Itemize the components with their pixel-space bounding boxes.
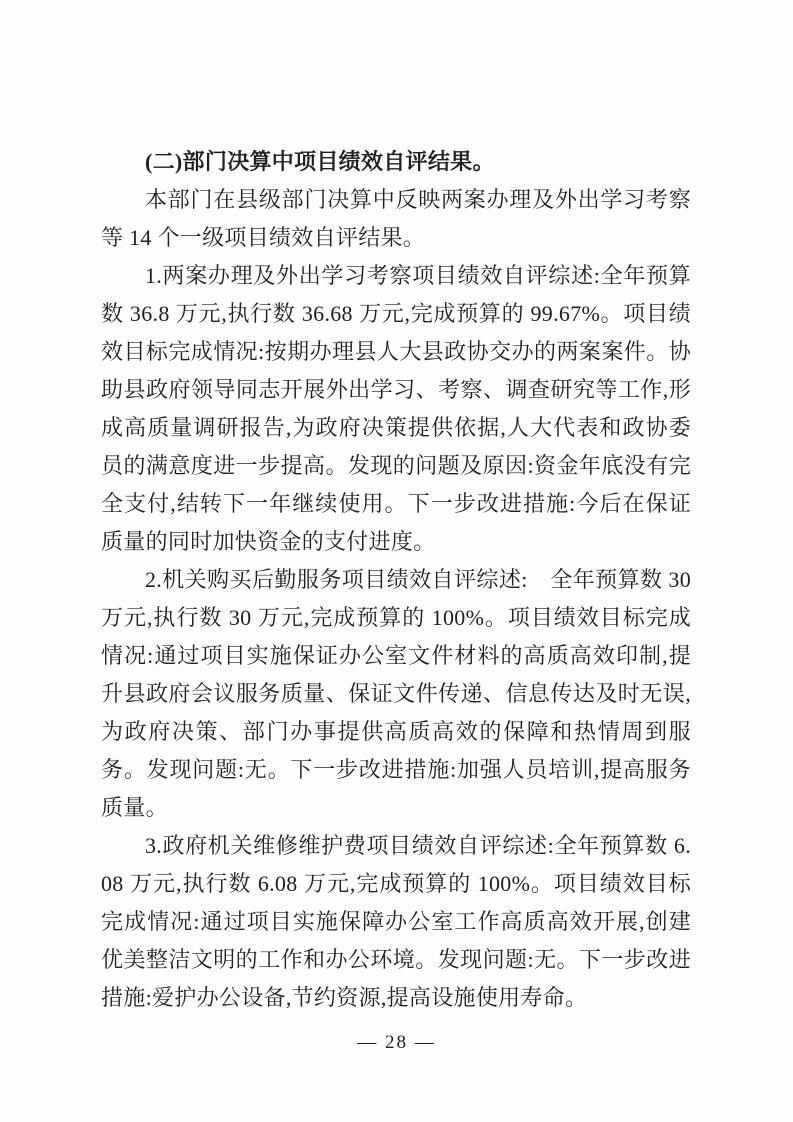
intro-paragraph: 本部门在县级部门决算中反映两案办理及外出学习考察等 14 个一级项目绩效自评结果。 xyxy=(101,187,691,250)
document-content xyxy=(101,143,691,1017)
project-2-self-evaluation-paragraph: 2.机关购买后勤服务项目绩效自评综述: 全年预算数 30 万元,执行数 30 万元,完成预算的 100%。项目绩效目标完成情况:通过项目实施保证办公室文件材料的高质高效印制,提升县政府会议服务质量、保证文件传递、信息传达及时无误,为政府决策、部门办事提供高质高效的保障和热情周到服务。发现问题:无。下一步改进措施:加强人员培训,提高服务质量。 xyxy=(101,567,691,820)
page-number: — 28 — xyxy=(357,1032,436,1053)
section-heading: (二)部门决算中项目绩效自评结果。 xyxy=(145,149,495,174)
project-1-self-evaluation-paragraph: 1.两案办理及外出学习考察项目绩效自评综述:全年预算数 36.8 万元,执行数 36.68 万元,完成预算的 99.67%。项目绩效目标完成情况:按期办理县人大县政协交办的两案案件。协助县政府领导同志开展外出学习、考察、调查研究等工作,形成高质量调研报告,为政府决策提供依据,人大代表和政协委员的满意度进一步提高。发现的问题及原因:资金年底没有完全支付,结转下一年继续使用。下一步改进措施:今后在保证质量的同时加快资金的支付进度。 xyxy=(101,263,691,554)
project-3-self-evaluation-paragraph: 3.政府机关维修维护费项目绩效自评综述:全年预算数 6.08 万元,执行数 6.08 万元,完成预算的 100%。项目绩效目标完成情况:通过项目实施保障办公室工作高质高效开展,创建优美整洁文明的工作和办公环境。发现问题:无。下一步改进措施:爱护办公设备,节约资源,提高设施使用寿命。 xyxy=(101,833,691,1010)
